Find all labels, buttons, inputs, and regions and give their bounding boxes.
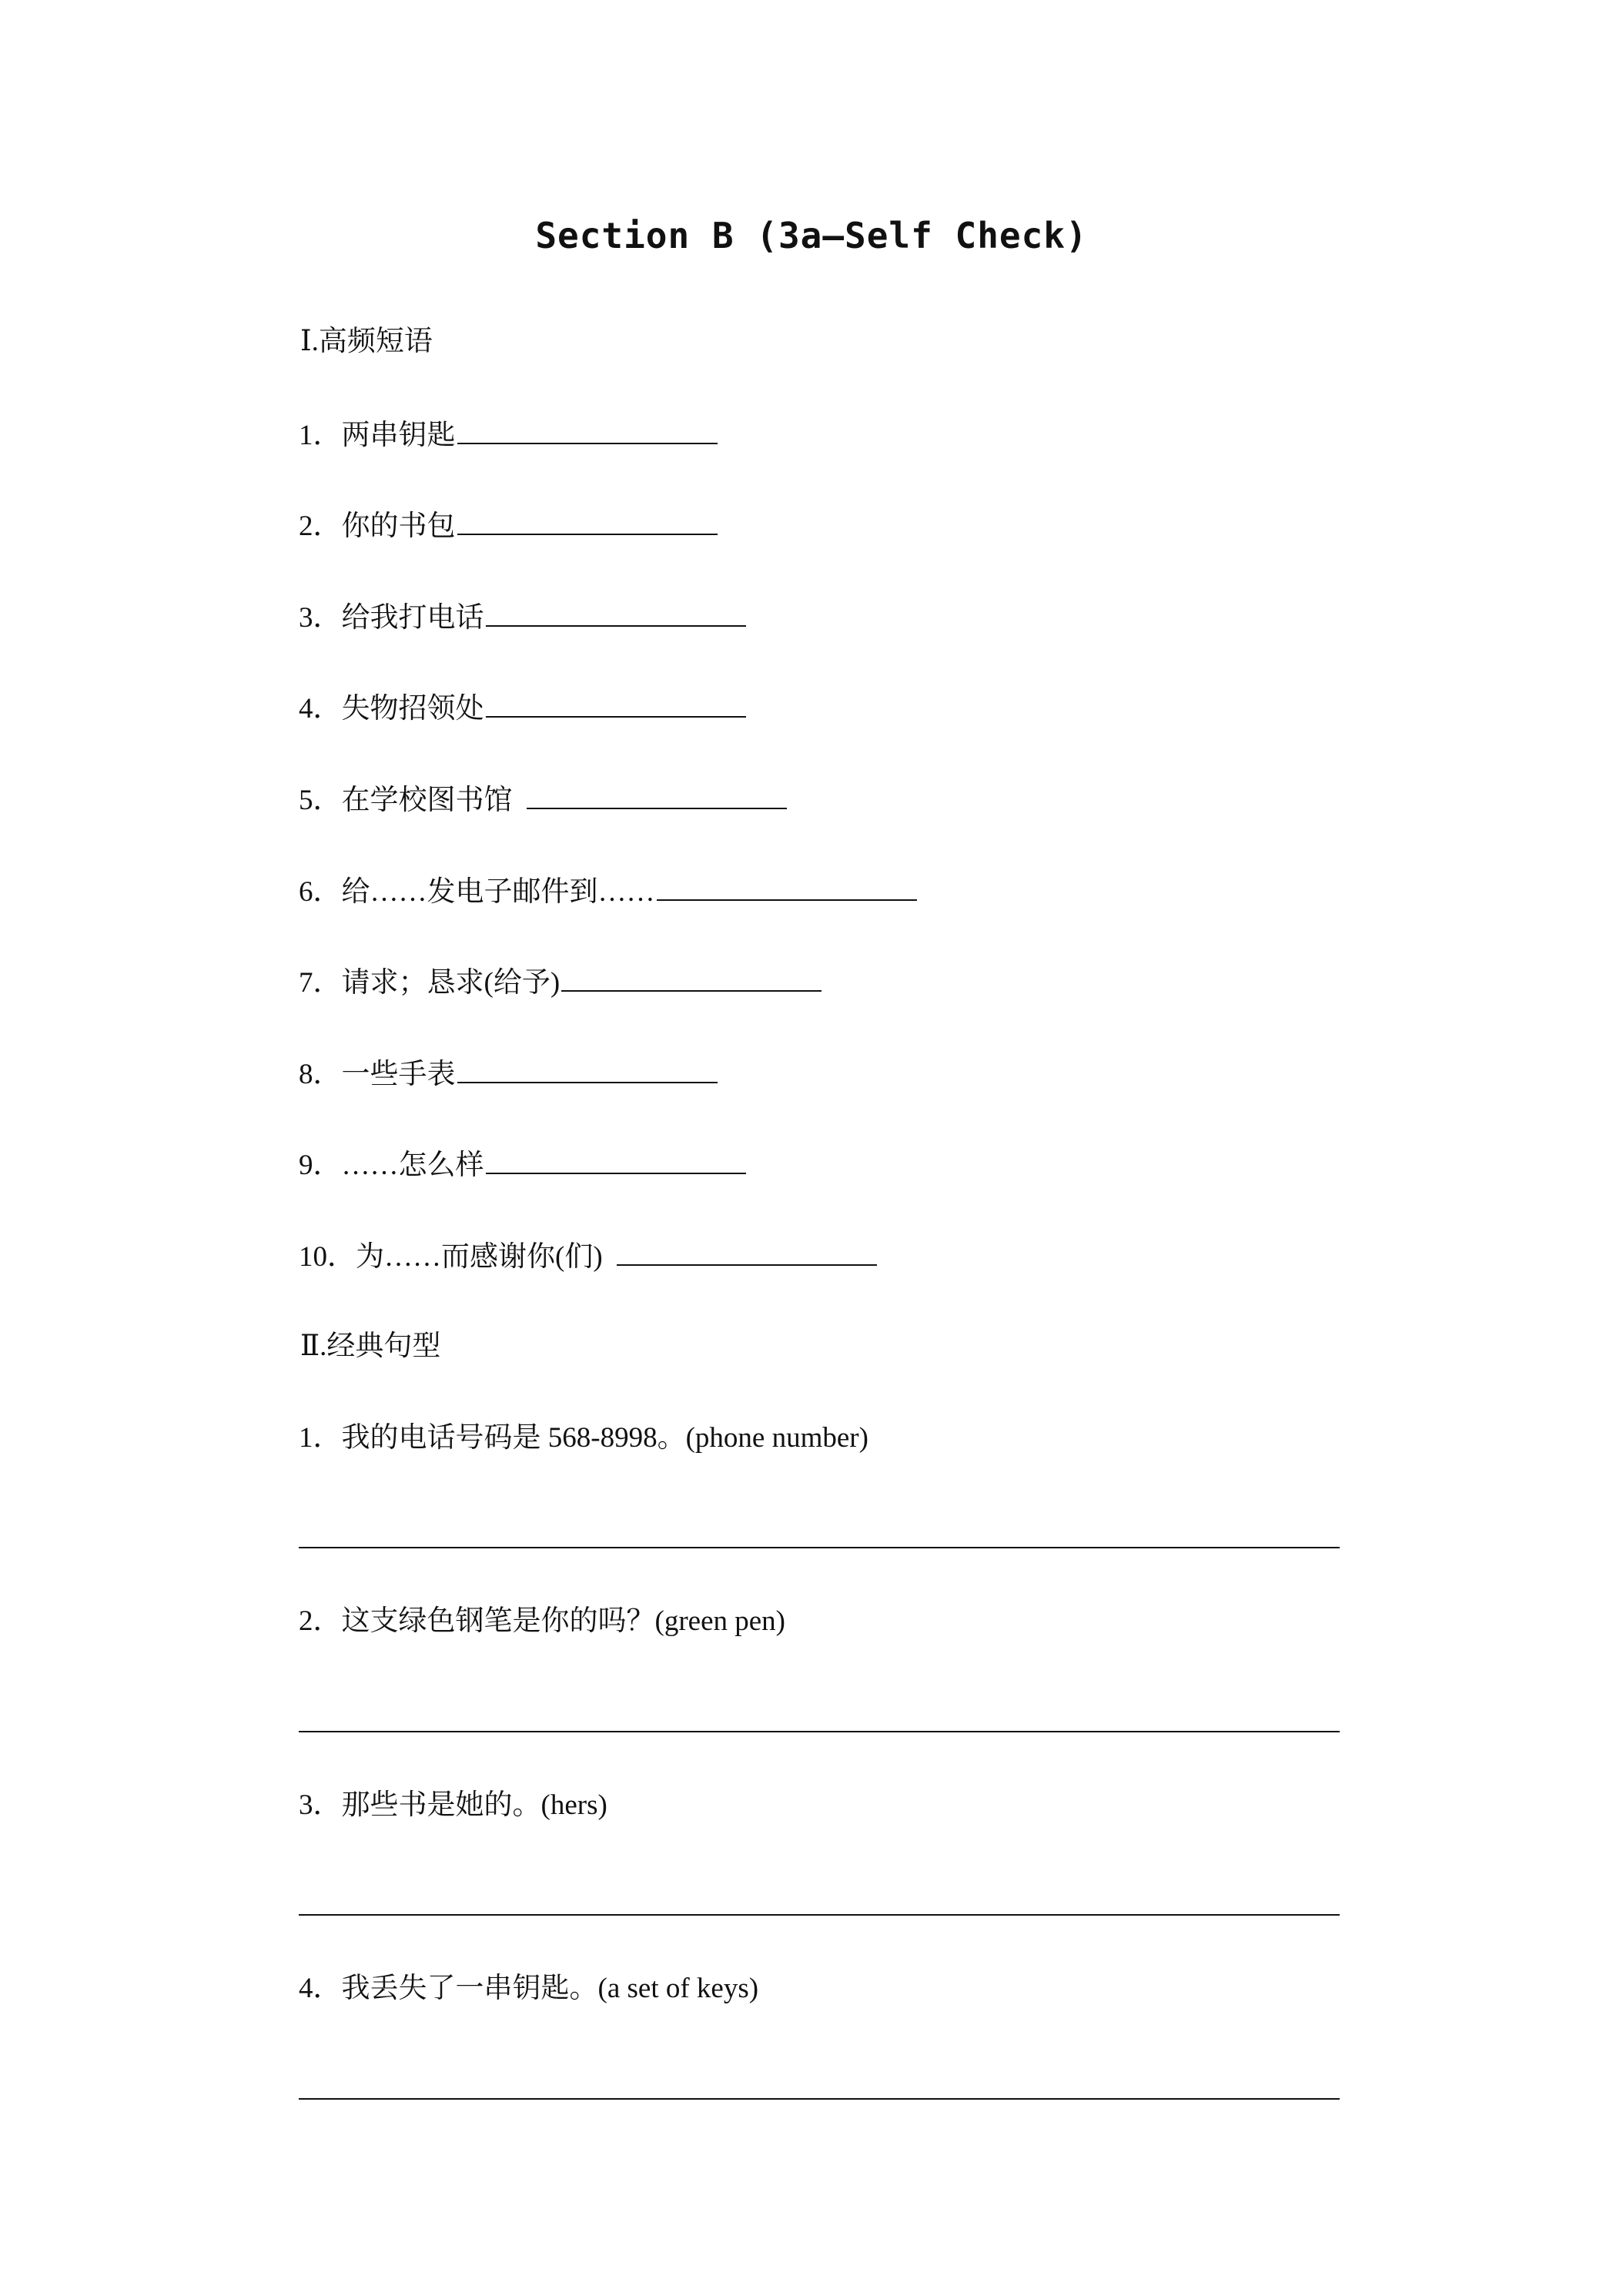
answer-blank[interactable]: [657, 872, 917, 901]
sentence-answer-line-1[interactable]: [299, 1547, 1340, 1548]
phrase-prompt: 10．为……而感谢你(们): [299, 1241, 603, 1273]
sentence-answer-line-4[interactable]: [299, 2098, 1340, 2100]
phrase-item-10: [299, 1237, 877, 1276]
answer-blank[interactable]: [457, 506, 718, 535]
section-heading-sentences: Ⅱ.经典句型: [300, 1330, 441, 1362]
phrase-item-3: [299, 597, 746, 637]
sentence-item-4: 4．我丢失了一串钥匙。(a set of keys): [299, 1973, 759, 2004]
phrase-prompt: 3．给我打电话: [299, 602, 484, 634]
sentence-item-3: 3．那些书是她的。(hers): [299, 1789, 607, 1821]
answer-blank[interactable]: [617, 1237, 877, 1266]
sentence-item-2: 2．这支绿色钢笔是你的吗？(green pen): [299, 1605, 785, 1637]
phrase-prompt: 9．……怎么样: [299, 1150, 484, 1181]
phrase-item-5: [299, 780, 787, 819]
phrase-prompt: 7．请求；恳求(给予): [299, 967, 561, 999]
phrase-item-2: [299, 506, 718, 545]
section-heading-phrases: Ⅰ.高频短语: [300, 326, 433, 357]
sentence-answer-line-3[interactable]: [299, 1914, 1340, 1916]
answer-blank[interactable]: [457, 1054, 718, 1083]
sentence-item-1: 1．我的电话号码是 568-8998。(phone number): [299, 1422, 868, 1454]
sentence-answer-line-2[interactable]: [299, 1731, 1340, 1732]
page-title: Section B (3a—Self Check): [535, 215, 1088, 256]
phrase-item-8: [299, 1054, 718, 1093]
phrase-prompt: 4．失物招领处: [299, 693, 484, 725]
answer-blank[interactable]: [457, 415, 718, 444]
phrase-prompt: 5．在学校图书馆: [299, 785, 513, 816]
answer-blank[interactable]: [527, 780, 787, 809]
answer-blank[interactable]: [561, 962, 822, 992]
phrase-prompt: 8．一些手表: [299, 1059, 456, 1090]
phrase-prompt: 2．你的书包: [299, 510, 456, 542]
answer-blank[interactable]: [486, 597, 746, 627]
phrase-item-4: [299, 688, 746, 728]
phrase-item-1: [299, 415, 718, 454]
phrase-item-6: [299, 872, 917, 911]
answer-blank[interactable]: [486, 1145, 746, 1174]
phrase-prompt: 1．两串钥匙: [299, 420, 456, 451]
phrase-prompt: 6．给……发电子邮件到……: [299, 876, 655, 908]
phrase-item-7: [299, 962, 822, 1002]
answer-blank[interactable]: [486, 688, 746, 718]
phrase-item-9: [299, 1145, 746, 1184]
